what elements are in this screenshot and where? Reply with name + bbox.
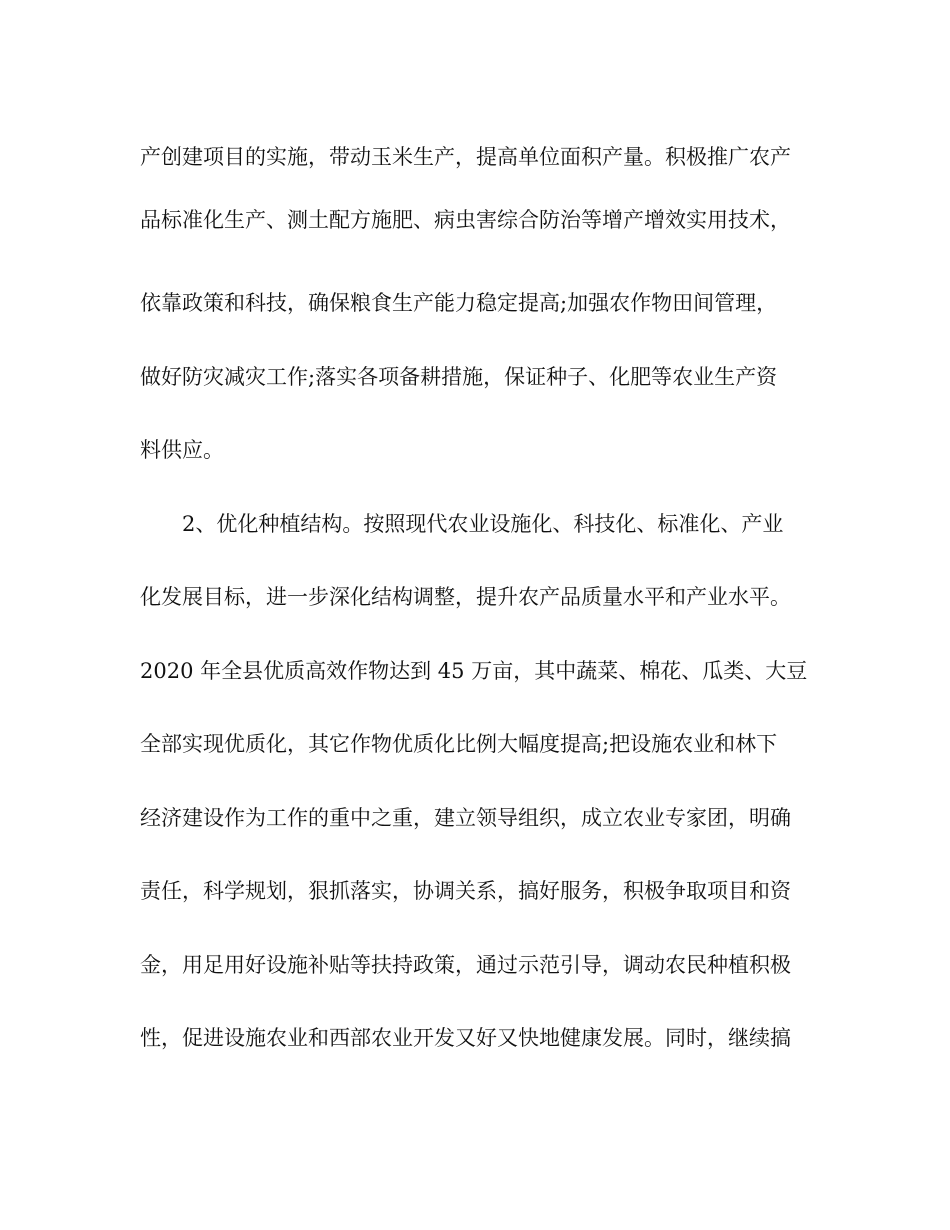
paragraph-line-7: 化发展目标，进一步深化结构调整，提升农产品质量水平和产业水平。 xyxy=(140,585,791,609)
paragraph-line-3: 依靠政策和科技，确保粮食生产能力稳定提高;加强农作物田间管理， xyxy=(140,291,778,315)
paragraph-line-8: 2020 年全县优质高效作物达到 45 万亩，其中蔬菜、棉花、瓜类、大豆 xyxy=(140,659,808,683)
paragraph-line-2: 品标准化生产、测土配方施肥、病虫害综合防治等增产增效实用技术， xyxy=(140,208,791,232)
paragraph-line-12: 金，用足用好设施补贴等扶持政策，通过示范引导，调动农民种植积极 xyxy=(140,953,791,977)
paragraph-line-6: 2、优化种植结构。按照现代农业设施化、科技化、标准化、产业 xyxy=(182,512,784,536)
paragraph-line-11: 责任，科学规划，狠抓落实，协调关系，搞好服务，积极争取项目和资 xyxy=(140,879,791,903)
paragraph-line-1: 产创建项目的实施，带动玉米生产，提高单位面积产量。积极推广农产 xyxy=(140,145,791,169)
paragraph-line-10: 经济建设作为工作的重中之重，建立领导组织，成立农业专家团，明确 xyxy=(140,806,791,830)
paragraph-line-9: 全部实现优质化，其它作物优质化比例大幅度提高;把设施农业和林下 xyxy=(140,732,778,756)
paragraph-line-13: 性，促进设施农业和西部农业开发又好又快地健康发展。同时，继续搞 xyxy=(140,1026,791,1050)
paragraph-line-5: 料供应。 xyxy=(140,438,224,462)
paragraph-line-4: 做好防灾减灾工作;落实各项备耕措施，保证种子、化肥等农业生产资 xyxy=(140,365,778,389)
